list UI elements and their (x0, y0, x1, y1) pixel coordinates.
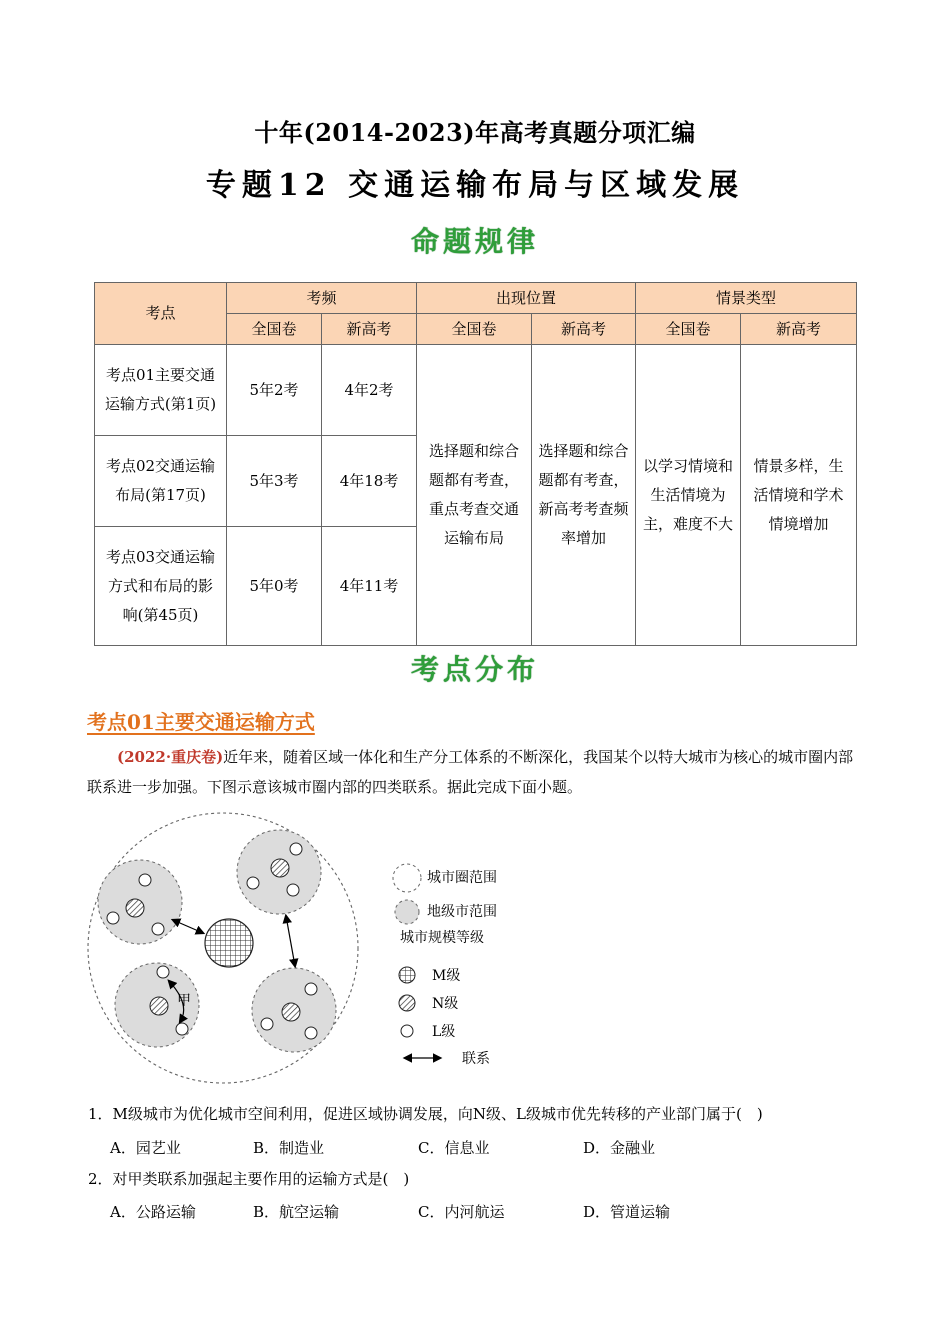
l-level-city (157, 966, 169, 978)
l-level-city (287, 884, 299, 896)
legend-m: M级 (432, 968, 461, 984)
legend-link: 联系 (462, 1051, 490, 1067)
row-kaodian-name: 考点02交通运输布局(第17页) (95, 436, 227, 527)
header-qingjing: 情景类型 (636, 283, 857, 314)
frequency-table (94, 282, 857, 646)
question-2-stem: 2．对甲类联系加强起主要作用的运输方式是( ) (88, 1170, 410, 1188)
question-2-option-b[interactable]: B．航空运输 (253, 1203, 340, 1221)
legend-scale-title: 城市规模等级 (400, 930, 484, 946)
sub-xingaokao: 新高考 (741, 314, 857, 345)
sub-quanguo: 全国卷 (636, 314, 741, 345)
n-level-city (271, 859, 289, 877)
question-1-option-d[interactable]: D．金融业 (583, 1139, 656, 1157)
row-quanguo-freq: 5年0考 (227, 527, 322, 646)
intro-paragraph (87, 742, 857, 802)
jia-label: 甲 (177, 993, 191, 1009)
l-level-city (139, 874, 151, 886)
header-weizhi: 出现位置 (417, 283, 636, 314)
n-level-city (126, 899, 144, 917)
header-kaodian: 考点 (95, 283, 227, 345)
position-xingaokao: 选择题和综合题都有考查，新高考考查频率增加 (532, 345, 636, 646)
l-level-city (305, 1027, 317, 1039)
question-1-stem: 1．M级城市为优化城市空间利用，促进区域协调发展，向N级、L级城市优先转移的产业部门属于( ) (88, 1105, 763, 1123)
legend-l: L级 (432, 1024, 456, 1040)
sub-xingaokao: 新高考 (322, 314, 417, 345)
question-2-option-d[interactable]: D．管道运输 (583, 1203, 671, 1221)
question-1-option-a[interactable]: A．园艺业 (110, 1139, 181, 1157)
question-2-option-a[interactable]: A．公路运输 (110, 1203, 196, 1221)
legend-prefecture: 地级市范围 (427, 904, 497, 920)
position-quanguo: 选择题和综合题都有考查，重点考查交通运输布局 (417, 345, 532, 646)
source-tag: (2022·重庆卷) (117, 748, 224, 766)
legend-l-symbol (401, 1025, 413, 1037)
row-xingaokao-freq: 4年2考 (322, 345, 417, 436)
n-level-city (282, 1003, 300, 1021)
row-xingaokao-freq: 4年11考 (322, 527, 417, 646)
legend-n-symbol (399, 995, 415, 1011)
l-level-city (247, 877, 259, 889)
row-kaodian-name: 考点01主要交通运输方式(第1页) (95, 345, 227, 436)
scene-xingaokao: 情景多样，生活情境和学术情境增加 (741, 345, 857, 646)
legend-city-circle-symbol (393, 864, 421, 892)
question-1-option-c[interactable]: C．信息业 (418, 1139, 490, 1157)
link-arrow (173, 920, 203, 933)
question-2-option-c[interactable]: C．内河航运 (418, 1203, 505, 1221)
l-level-city (305, 983, 317, 995)
l-level-city (107, 912, 119, 924)
n-level-city (150, 997, 168, 1015)
row-quanguo-freq: 5年2考 (227, 345, 322, 436)
l-level-city (152, 923, 164, 935)
link-arrow (286, 916, 295, 966)
l-level-city (176, 1023, 188, 1035)
section-title-law: 命题规律 (410, 225, 539, 258)
sub-quanguo: 全国卷 (417, 314, 532, 345)
row-quanguo-freq: 5年3考 (227, 436, 322, 527)
kaodian-heading: 考点01主要交通运输方式 (87, 710, 315, 734)
legend-city-circle: 城市圈范围 (427, 870, 497, 886)
city-circle-diagram (85, 800, 515, 1100)
legend-prefecture-symbol (395, 900, 419, 924)
header-kaopin: 考频 (227, 283, 417, 314)
question-1-option-b[interactable]: B．制造业 (253, 1139, 325, 1157)
l-level-city (290, 843, 302, 855)
intro-text: 近年来，随着区域一体化和生产分工体系的不断深化，我国某个以特大城市为核心的城市圈内部联系进一步加强。下图示意该城市圈内部的四类联系。据此完成下面小题。 (87, 748, 854, 796)
sub-quanguo: 全国卷 (227, 314, 322, 345)
row-kaodian-name: 考点03交通运输方式和布局的影响(第45页) (95, 527, 227, 646)
sub-xingaokao: 新高考 (532, 314, 636, 345)
table-row (95, 345, 857, 436)
section-title-distribution: 考点分布 (410, 653, 539, 686)
l-level-city (261, 1018, 273, 1030)
scene-quanguo: 以学习情境和生活情境为主，难度不大 (636, 345, 741, 646)
row-xingaokao-freq: 4年18考 (322, 436, 417, 527)
legend-n: N级 (432, 996, 459, 1012)
document-title: 十年(2014-2023)年高考真题分项汇编 (254, 118, 696, 147)
legend-m-symbol (399, 967, 415, 983)
m-level-city (205, 919, 253, 967)
document-subtitle: 专题12 交通运输布局与区域发展 (205, 168, 745, 203)
